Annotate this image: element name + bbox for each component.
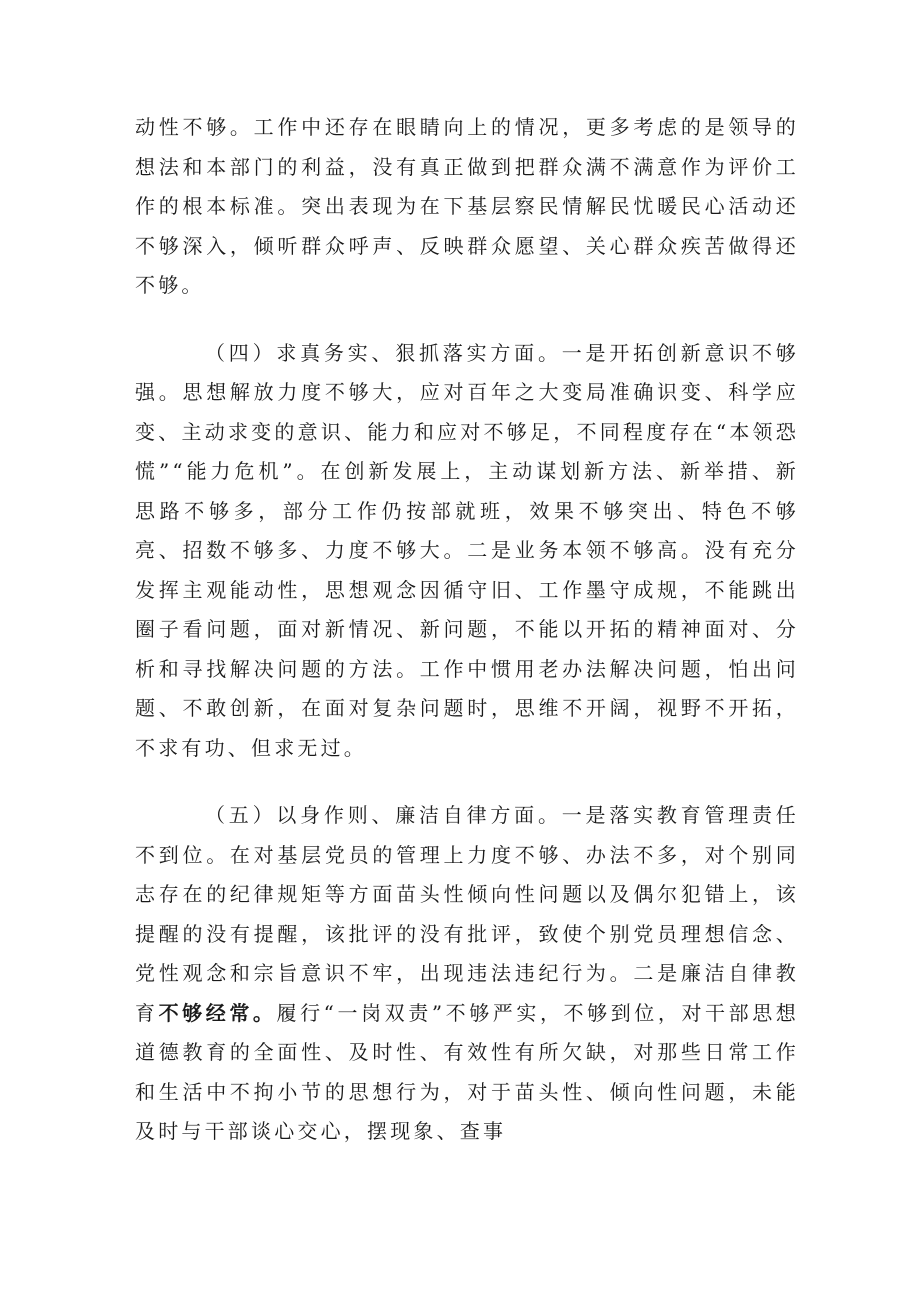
document-body — [135, 108, 799, 1152]
paragraph-text: （五）以身作则、廉洁自律方面。一是落实教育管理责任不到位。在对基层党员的管理上力度不够、办法不多，对个别同志存在的纪律规矩等方面苗头性倾向性问题以及偶尔犯错上，该提醒的没有提醒，该批评的没有批评，致使个别党员理想信念、党性观念和宗旨意识不牢，出现违法违纪行为。二是廉洁自律教育 — [135, 803, 799, 1025]
bold-emphasis-text: 不够经常。 — [158, 1000, 277, 1025]
paragraph-section-five — [135, 796, 799, 1152]
paragraph-text: 履行“一岗双责”不够严实，不够到位，对干部思想道德教育的全面性、及时性、有效性有所欠缺，对那些日常工作和生活中不拘小节的思想行为，对于苗头性、倾向性问题，未能及时与干部谈心交心，摆现象、查事 — [135, 1000, 799, 1143]
paragraph-continuation — [135, 108, 799, 306]
paragraph-section-four — [135, 334, 799, 769]
paragraph-text: 动性不够。工作中还存在眼睛向上的情况，更多考虑的是领导的想法和本部门的利益，没有真正做到把群众满不满意作为评价工作的根本标准。突出表现为在下基层察民情解民忧暖民心活动还不够深入，倾听群众呼声、反映群众愿望、关心群众疾苦做得还不够。 — [135, 115, 799, 297]
paragraph-text: （四）求真务实、狠抓落实方面。一是开拓创新意识不够强。思想解放力度不够大，应对百年之大变局准确识变、科学应变、主动求变的意识、能力和应对不够足，不同程度存在“本领恐慌”“能力危机”。在创新发展上，主动谋划新方法、新举措、新思路不够多，部分工作仍按部就班，效果不够突出、特色不够亮、招数不够多、力度不够大。二是业务本领不够高。没有充分发挥主观能动性，思想观念因循守旧、工作墨守成规，不能跳出圈子看问题，面对新情况、新问题，不能以开拓的精神面对、分析和寻找解决问题的方法。工作中惯用老办法解决问题，怕出问题、不敢创新，在面对复杂问题时，思维不开阔，视野不开拓，不求有功、但求无过。 — [135, 340, 799, 760]
